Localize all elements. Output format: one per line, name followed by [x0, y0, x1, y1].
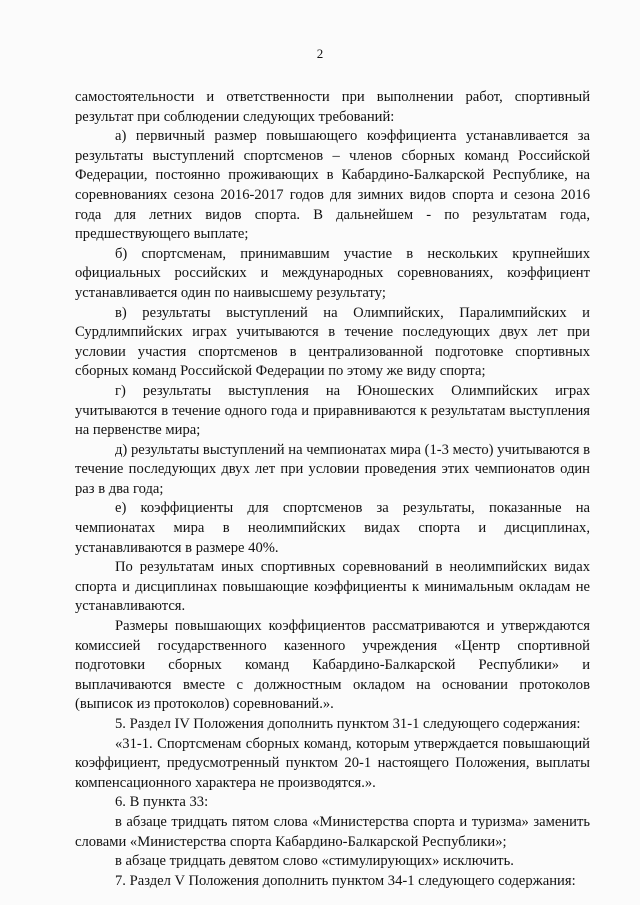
page-number: 2: [316, 46, 324, 61]
paragraph: в) результаты выступлений на Олимпийских, Паралимпийских и Сурдлимпийских играх учитываются в течение последующих двух лет при условии участия спортсменов в централизованной подготовке спортивных сборных команд Российской Федерации по этому же виду спорта;: [75, 304, 590, 380]
paragraph: б) спортсменам, принимавшим участие в нескольких крупнейших официальных российских и международных соревнованиях, коэффициент устанавливается один по наивысшему результату;: [75, 245, 590, 301]
paragraph: е) коэффициенты для спортсменов за результаты, показанные на чемпионатах мира в неолимпийских видах спорта и дисциплинах, устанавливаются в размере 40%.: [75, 500, 590, 556]
document-body: [75, 88, 590, 891]
paragraph: «31-1. Спортсменам сборных команд, которым утверждается повышающий коэффициент, предусмотренный пунктом 20-1 настоящего Положения, выплаты компенсационного характера не производятся.».: [75, 735, 590, 791]
paragraph: По результатам иных спортивных соревнований в неолимпийских видах спорта и дисциплинах повышающие коэффициенты к минимальным окладам не устанавливаются.: [75, 559, 590, 615]
paragraph: в абзаце тридцать пятом слова «Министерства спорта и туризма» заменить словами «Министерства спорта Кабардино-Балкарской Республики»;: [75, 813, 590, 850]
paragraph: 7. Раздел V Положения дополнить пунктом 34-1 следующего содержания:: [115, 872, 576, 889]
paragraph: 5. Раздел IV Положения дополнить пунктом 31-1 следующего содержания:: [115, 716, 581, 732]
paragraph: 6. В пункта 33:: [115, 794, 209, 811]
paragraph: в абзаце тридцать девятом слово «стимулирующих» исключить.: [115, 853, 514, 870]
paragraph: Размеры повышающих коэффициентов рассматриваются и утверждаются комиссией государственного казенного учреждения «Центр спортивной подготовки сборных команд Кабардино-Балкарской Республики» и выплачиваются вместе с должностным окладом на основании протоколов (выписок из протоколов) соревнований.».: [75, 618, 590, 713]
paragraph: самостоятельности и ответственности при выполнении работ, спортивный результат при соблюдении следующих требований:: [75, 89, 590, 125]
paragraph: г) результаты выступления на Юношеских Олимпийских играх учитываются в течение одного года и приравниваются к результатам выступления на первенстве мира;: [75, 382, 590, 439]
paragraph: д) результаты выступлений на чемпионатах мира (1-3 место) учитываются в течение последующих двух лет при условии проведения этих чемпионатов один раз в два года;: [75, 441, 590, 497]
paragraph: а) первичный размер повышающего коэффициента устанавливается за результаты выступлений спортсменов – членов сборных команд Российской Федерации, постоянно проживающих в Кабардино-Балкарской Республике, на соревнованиях сезона 2016-2017 годов для зимних видов спорта и сезона 2016 года для летних видов спорта. В дальнейшем - по результатам года, предшествующего выплате;: [75, 128, 590, 243]
